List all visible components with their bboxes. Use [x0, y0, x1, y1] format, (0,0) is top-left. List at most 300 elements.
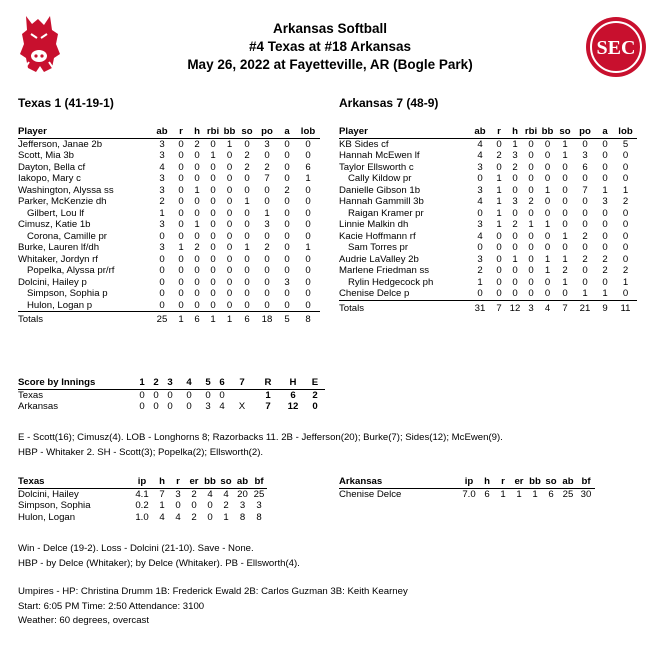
table-row	[339, 488, 595, 500]
stat-header-r: r	[173, 126, 189, 138]
inning-cell: 1	[265, 389, 271, 401]
stat-cell: 8	[239, 511, 246, 523]
stat-cell: 0	[244, 253, 250, 265]
stat-cell: 0	[477, 207, 483, 219]
stat-cell: 4	[159, 161, 165, 173]
stat-cell: 0	[178, 161, 184, 173]
stat-cell: 0	[528, 161, 534, 173]
pitching-team-header: Arkansas	[339, 476, 459, 488]
stat-cell: 0	[296, 300, 320, 312]
stat-cell: 0	[602, 207, 608, 219]
stat-cell: 0	[491, 288, 507, 300]
stat-cell: 1	[305, 173, 311, 184]
inning-header: 6	[215, 377, 229, 389]
stat-cell: 0	[210, 184, 216, 196]
player-column-header: Player	[18, 126, 151, 138]
stat-cell: 0	[305, 276, 311, 288]
stat-header-rbi: rbi	[524, 126, 538, 137]
stat-cell: 0	[512, 173, 518, 184]
table-row	[18, 512, 267, 524]
stat-cell: 0	[178, 276, 184, 288]
stat-cell: 0	[622, 219, 629, 230]
notes-line-1: E - Scott(16); Cimusz(4). LOB - Longhorns 8; Razorbacks 11. 2B - Jefferson(20); Burke(7); Sides(12); McEwen(9).	[18, 432, 503, 443]
table-row	[339, 219, 637, 231]
player-name: Linnie Malkin dh	[339, 219, 409, 230]
stat-cell: 0	[210, 138, 216, 150]
totals-cell: 4	[544, 302, 551, 314]
pitching-header-er: er	[186, 476, 202, 488]
stat-cell: 1	[562, 253, 568, 265]
inning-cell: 4	[219, 401, 225, 412]
player-name: Jefferson, Janae 2b	[18, 138, 103, 150]
stat-cell: 0	[305, 265, 311, 276]
stat-cell: 0	[496, 138, 502, 150]
game-info	[18, 585, 408, 629]
stat-cell: 0	[622, 173, 629, 184]
stat-cell: 0	[507, 288, 523, 300]
stat-cell: 0	[207, 511, 213, 523]
stat-cell: 1	[544, 253, 551, 265]
umpires-line: Umpires - HP: Christina Drumm 1B: Frederick Ewald 2B: Carlos Guzman 3B: Keith Kearney	[18, 586, 408, 597]
stat-cell: 0	[226, 207, 233, 219]
stat-cell: 1	[194, 184, 200, 196]
table-row	[18, 389, 325, 401]
stat-cell: 0	[562, 196, 568, 207]
stat-cell: 0	[562, 184, 568, 196]
stat-cell: 0	[582, 138, 588, 150]
stat-cell: 3	[159, 150, 165, 161]
stat-cell: 0	[622, 253, 629, 265]
pitching-header-bb: bb	[527, 476, 543, 488]
stat-cell: 0	[226, 242, 233, 253]
stat-cell: 0	[226, 230, 233, 242]
stat-cell: 0	[562, 219, 568, 230]
stat-header-ab: ab	[151, 126, 173, 138]
stat-header-rbi: rbi	[206, 126, 220, 137]
stat-cell: 0	[512, 184, 518, 196]
stat-cell: 0	[544, 196, 551, 207]
stat-cell: 1	[602, 184, 608, 196]
arkansas-pitching-table	[339, 476, 595, 500]
innings-title: Score by Innings	[18, 377, 135, 389]
stat-cell: 1	[496, 196, 502, 207]
stat-cell: 0	[512, 207, 518, 219]
stat-cell: 0	[226, 150, 233, 161]
stat-cell: 0	[305, 219, 311, 230]
stat-cell: 0	[191, 500, 197, 511]
stat-cell: 2	[264, 161, 270, 173]
header-date-venue: May 26, 2022 at Fayetteville, AR (Bogle Park)	[187, 57, 473, 72]
game-notes	[18, 431, 503, 460]
stat-cell: 3	[256, 500, 262, 511]
stat-cell: 0	[602, 138, 608, 150]
player-name: Chenise Delce p	[339, 288, 469, 300]
stat-cell: 0	[562, 173, 568, 184]
stat-cell: 0	[210, 276, 216, 288]
stat-cell: 4	[477, 150, 483, 161]
stat-cell: 0	[602, 150, 608, 161]
inning-header: H	[281, 377, 305, 389]
table-row	[18, 401, 325, 413]
stat-cell: 7.0	[462, 488, 476, 500]
stat-cell: 30	[580, 488, 592, 500]
stat-cell: 3	[264, 219, 270, 230]
stat-cell: 2	[284, 184, 290, 196]
stat-cell: 0	[194, 253, 200, 265]
pitching-header-h: h	[154, 476, 170, 488]
stat-header-bb: bb	[221, 126, 238, 138]
stat-cell: 0	[159, 253, 165, 265]
pitching-header-ab: ab	[559, 476, 577, 488]
table-row	[339, 288, 637, 300]
stat-cell: 0	[244, 219, 250, 230]
stat-cell: 4.1	[135, 488, 149, 500]
table-row	[339, 185, 637, 197]
totals-label: Totals	[18, 314, 44, 325]
totals-cell: 1	[226, 314, 233, 325]
stat-cell: 0	[622, 207, 629, 219]
totals-cell: 21	[579, 302, 591, 314]
stat-cell: 2	[582, 253, 588, 265]
player-name: Washington, Alyssa ss	[18, 184, 114, 196]
stat-cell: 2	[191, 511, 197, 523]
totals-cell: 6	[194, 314, 200, 325]
stat-cell: 2	[622, 265, 629, 276]
totals-cell: 9	[602, 302, 608, 314]
stat-header-h: h	[507, 126, 523, 138]
inning-cell: 6	[290, 389, 296, 401]
stat-cell: 0	[210, 242, 216, 253]
stat-cell: 0	[602, 173, 608, 184]
inning-cell: 0	[153, 389, 159, 401]
stat-cell: 0	[544, 173, 551, 184]
stat-cell: 0	[159, 265, 165, 276]
player-name: Danielle Gibson 1b	[339, 184, 421, 196]
stat-cell: 3	[582, 150, 588, 161]
stat-cell: 0	[244, 230, 250, 242]
stat-cell: 1	[544, 219, 551, 230]
table-row	[339, 265, 637, 277]
inning-cell: 12	[287, 401, 299, 412]
totals-cell: 25	[156, 314, 168, 325]
stat-header-bb: bb	[539, 126, 556, 138]
stat-cell: 1	[532, 488, 538, 500]
player-name: Dayton, Bella cf	[18, 161, 86, 173]
stat-cell: 0	[284, 150, 290, 161]
stat-cell: 1	[477, 276, 483, 288]
stat-cell: 0	[582, 276, 588, 288]
pitching-header-h: h	[479, 476, 495, 488]
stat-cell: 0	[284, 196, 290, 207]
sec-logo-text: SEC	[596, 37, 636, 59]
texas-team-title: Texas 1 (41-19-1)	[18, 96, 114, 110]
totals-cell: 1	[210, 314, 216, 325]
player-name: Rylin Hedgecock ph	[348, 276, 434, 288]
stat-cell: 6	[484, 488, 490, 500]
stat-cell: 1	[528, 219, 534, 230]
stat-cell: 1	[512, 138, 518, 150]
table-row	[339, 231, 637, 243]
table-row	[18, 488, 267, 500]
table-row	[339, 162, 637, 174]
inning-header: 5	[201, 377, 215, 389]
pitcher-name: Chenise Delce	[339, 488, 402, 500]
stat-cell: 6	[582, 161, 588, 173]
stat-cell: 0	[159, 288, 165, 299]
stat-cell: 0	[244, 138, 250, 150]
inning-cell: 2	[312, 389, 318, 401]
stat-cell: 2	[244, 161, 250, 173]
table-row	[18, 173, 320, 185]
stat-cell: 0	[226, 196, 233, 207]
team-name: Texas	[18, 389, 44, 401]
inning-header: 7	[229, 377, 255, 389]
pitching-header-r: r	[170, 476, 186, 488]
stat-cell: 0	[477, 173, 483, 184]
player-name: Popelka, Alyssa pr/rf	[27, 265, 115, 276]
stat-cell: 1	[496, 173, 502, 184]
stat-header-a: a	[278, 126, 296, 138]
table-row	[339, 150, 637, 162]
table-row	[339, 254, 637, 266]
stat-cell: 0	[264, 184, 270, 196]
stat-cell: 0	[582, 173, 588, 184]
texas-box-score	[18, 126, 320, 326]
stat-header-ab: ab	[469, 126, 491, 138]
stat-cell: 0	[178, 265, 184, 276]
table-row	[339, 277, 637, 289]
team-name: Arkansas	[18, 401, 58, 412]
stat-cell: 0	[178, 184, 184, 196]
pitching-header-ab: ab	[234, 476, 251, 488]
stat-cell: 4	[175, 511, 181, 523]
stat-cell: 4	[477, 230, 483, 242]
stat-cell: 0	[602, 242, 608, 253]
totals-cell: 3	[528, 302, 534, 314]
pitching-header-r: r	[495, 476, 511, 488]
stat-cell: 0	[305, 230, 311, 242]
stat-cell: 0	[496, 276, 502, 288]
table-row	[18, 138, 320, 150]
stat-cell: 0	[178, 207, 184, 219]
inning-cell: 0	[167, 389, 173, 401]
inning-cell: 0	[167, 401, 173, 412]
stat-cell: 0	[528, 207, 534, 219]
stat-cell: 0	[284, 242, 290, 253]
stat-cell: 0	[496, 242, 502, 253]
stat-cell: 3	[159, 184, 165, 196]
stat-cell: 3	[512, 150, 518, 161]
player-column-header: Player	[339, 126, 469, 138]
totals-cell: 8	[305, 314, 311, 325]
stat-cell: 2	[223, 500, 229, 511]
inning-header: 3	[163, 377, 177, 389]
stat-cell: 3	[512, 196, 518, 207]
stat-cell: 1	[496, 219, 502, 230]
totals-cell: 6	[244, 314, 250, 325]
stat-cell: 0	[189, 300, 205, 312]
stat-header-h: h	[189, 126, 205, 138]
inning-cell: 0	[153, 401, 159, 412]
player-name: KB Sides cf	[339, 138, 389, 150]
stat-cell: 0	[226, 253, 233, 265]
stat-cell: 0	[528, 265, 534, 276]
stat-cell: 1	[178, 242, 184, 253]
player-name: Corona, Camille pr	[27, 230, 107, 242]
stat-cell: 1	[562, 230, 568, 242]
notes-line-2: HBP - Whitaker 2. SH - Scott(3); Popelka(2); Ellsworth(2).	[18, 446, 264, 458]
stat-cell: 0	[284, 138, 290, 150]
stat-cell: 0	[528, 276, 534, 288]
stat-cell: 1	[264, 207, 270, 219]
stat-header-a: a	[596, 126, 614, 138]
stat-cell: 0	[284, 253, 290, 265]
table-row	[339, 173, 637, 185]
stat-cell: 0	[284, 219, 290, 230]
stat-cell: 0	[194, 230, 200, 242]
player-name: Marlene Friedman ss	[339, 265, 430, 276]
arkansas-team-title: Arkansas 7 (48-9)	[339, 96, 439, 110]
stat-cell: 0	[238, 300, 256, 312]
player-name: Hannah McEwen lf	[339, 150, 420, 161]
stat-cell: 0	[194, 173, 200, 184]
stat-cell: 1	[244, 196, 250, 207]
stat-cell: 1	[159, 207, 165, 219]
stat-cell: 25	[253, 488, 265, 500]
stat-cell: 0	[264, 265, 270, 276]
stat-cell: 2	[194, 138, 200, 150]
stat-cell: 1	[622, 276, 629, 288]
stat-cell: 0	[210, 173, 216, 184]
stat-cell: 2	[159, 196, 165, 207]
stat-cell: 0	[194, 161, 200, 173]
stat-cell: 0	[244, 184, 250, 196]
stat-cell: 0	[305, 138, 311, 150]
stat-cell: 6	[305, 161, 311, 173]
stat-cell: 4	[477, 138, 483, 150]
stat-cell: 0	[284, 173, 290, 184]
stat-cell: 4	[207, 488, 213, 500]
stat-cell: 0	[496, 265, 502, 276]
table-row	[18, 185, 320, 197]
table-row	[18, 162, 320, 174]
inning-header: 4	[177, 377, 201, 389]
table-row	[18, 277, 320, 289]
score-by-innings	[18, 377, 325, 413]
stat-cell: 0	[305, 253, 311, 265]
player-name: Gilbert, Lou lf	[27, 207, 85, 219]
stat-cell: 0	[544, 138, 551, 150]
stat-header-po: po	[574, 126, 596, 138]
decisions	[18, 542, 300, 571]
stat-cell: 2	[582, 230, 588, 242]
stat-cell: 0	[151, 300, 173, 312]
stat-cell: 2	[496, 150, 502, 161]
player-name: Simpson, Sophia p	[27, 288, 108, 299]
stat-cell: 0	[284, 207, 290, 219]
stat-cell: 0	[226, 161, 233, 173]
stat-cell: 0	[210, 161, 216, 173]
stat-cell: 20	[237, 488, 248, 500]
table-row	[18, 242, 320, 254]
header-matchup: #4 Texas at #18 Arkansas	[248, 39, 412, 54]
player-name: Hannah Gammill 3b	[339, 196, 424, 207]
stat-cell: 2	[602, 265, 608, 276]
stat-cell: 0	[284, 265, 290, 276]
stat-cell: 0	[622, 230, 629, 242]
stat-cell: 7	[264, 173, 270, 184]
player-name: Audrie LaValley 2b	[339, 253, 419, 265]
stat-cell: 3	[477, 219, 483, 230]
stat-cell: 0	[178, 173, 184, 184]
stat-cell: 3	[175, 488, 181, 500]
player-name: Taylor Ellsworth c	[339, 161, 414, 173]
stat-cell: 1	[223, 511, 229, 523]
stat-cell: 2	[264, 242, 270, 253]
player-name: Sam Torres pr	[348, 242, 409, 253]
stat-cell: 0	[244, 173, 250, 184]
stat-cell: 2	[191, 488, 197, 500]
stat-cell: 1	[305, 242, 311, 253]
stat-cell: 0	[562, 161, 568, 173]
stat-cell: 0	[210, 288, 216, 299]
stat-cell: 3	[477, 184, 483, 196]
pitching-header-er: er	[511, 476, 527, 488]
stat-cell: 0	[512, 276, 518, 288]
stat-cell: 0	[622, 161, 629, 173]
inning-header: E	[305, 377, 325, 389]
stat-cell: 1	[512, 253, 518, 265]
decisions-line-1: Win - Delce (19-2). Loss - Dolcini (21-10). Save - None.	[18, 543, 254, 554]
totals-cell: 5	[284, 314, 290, 325]
stat-cell: 0	[194, 196, 200, 207]
stat-cell: 0	[194, 265, 200, 276]
player-name: Iakopo, Mary c	[18, 173, 81, 184]
stat-cell: 0	[602, 230, 608, 242]
stat-header-r: r	[491, 126, 507, 138]
stat-cell: 0	[582, 242, 588, 253]
stat-cell: 0	[244, 207, 250, 219]
stat-header-lob: lob	[614, 126, 637, 138]
texas-pitching-table	[18, 476, 267, 523]
stat-cell: 0	[159, 230, 165, 242]
decisions-line-2: HBP - by Delce (Whitaker); by Delce (Whitaker). PB - Ellsworth(4).	[18, 557, 300, 569]
inning-header: 1	[135, 377, 149, 389]
stat-cell: 7	[159, 488, 165, 500]
stat-cell: 0	[602, 219, 608, 230]
stat-cell: 0	[539, 288, 556, 300]
stat-cell: 0	[284, 288, 290, 299]
table-row	[339, 208, 637, 220]
stat-cell: 0	[305, 207, 311, 219]
inning-cell: 0	[186, 389, 192, 401]
stat-cell: 0	[178, 138, 184, 150]
stat-cell: 0	[205, 300, 221, 312]
stat-cell: 1	[562, 138, 568, 150]
stat-cell: 0	[523, 288, 539, 300]
pitching-team-header: Texas	[18, 476, 130, 488]
totals-cell: 31	[474, 302, 486, 314]
player-name: Parker, McKenzie dh	[18, 196, 107, 207]
stat-cell: 0	[178, 253, 184, 265]
stat-cell: 2	[477, 265, 483, 276]
totals-cell: 11	[620, 302, 631, 314]
stat-cell: 1.0	[135, 511, 149, 523]
stat-cell: 0	[562, 242, 568, 253]
weather-line: Weather: 60 degrees, overcast	[18, 615, 150, 626]
stat-cell: 2	[602, 253, 608, 265]
stat-cell: 0	[178, 288, 184, 299]
